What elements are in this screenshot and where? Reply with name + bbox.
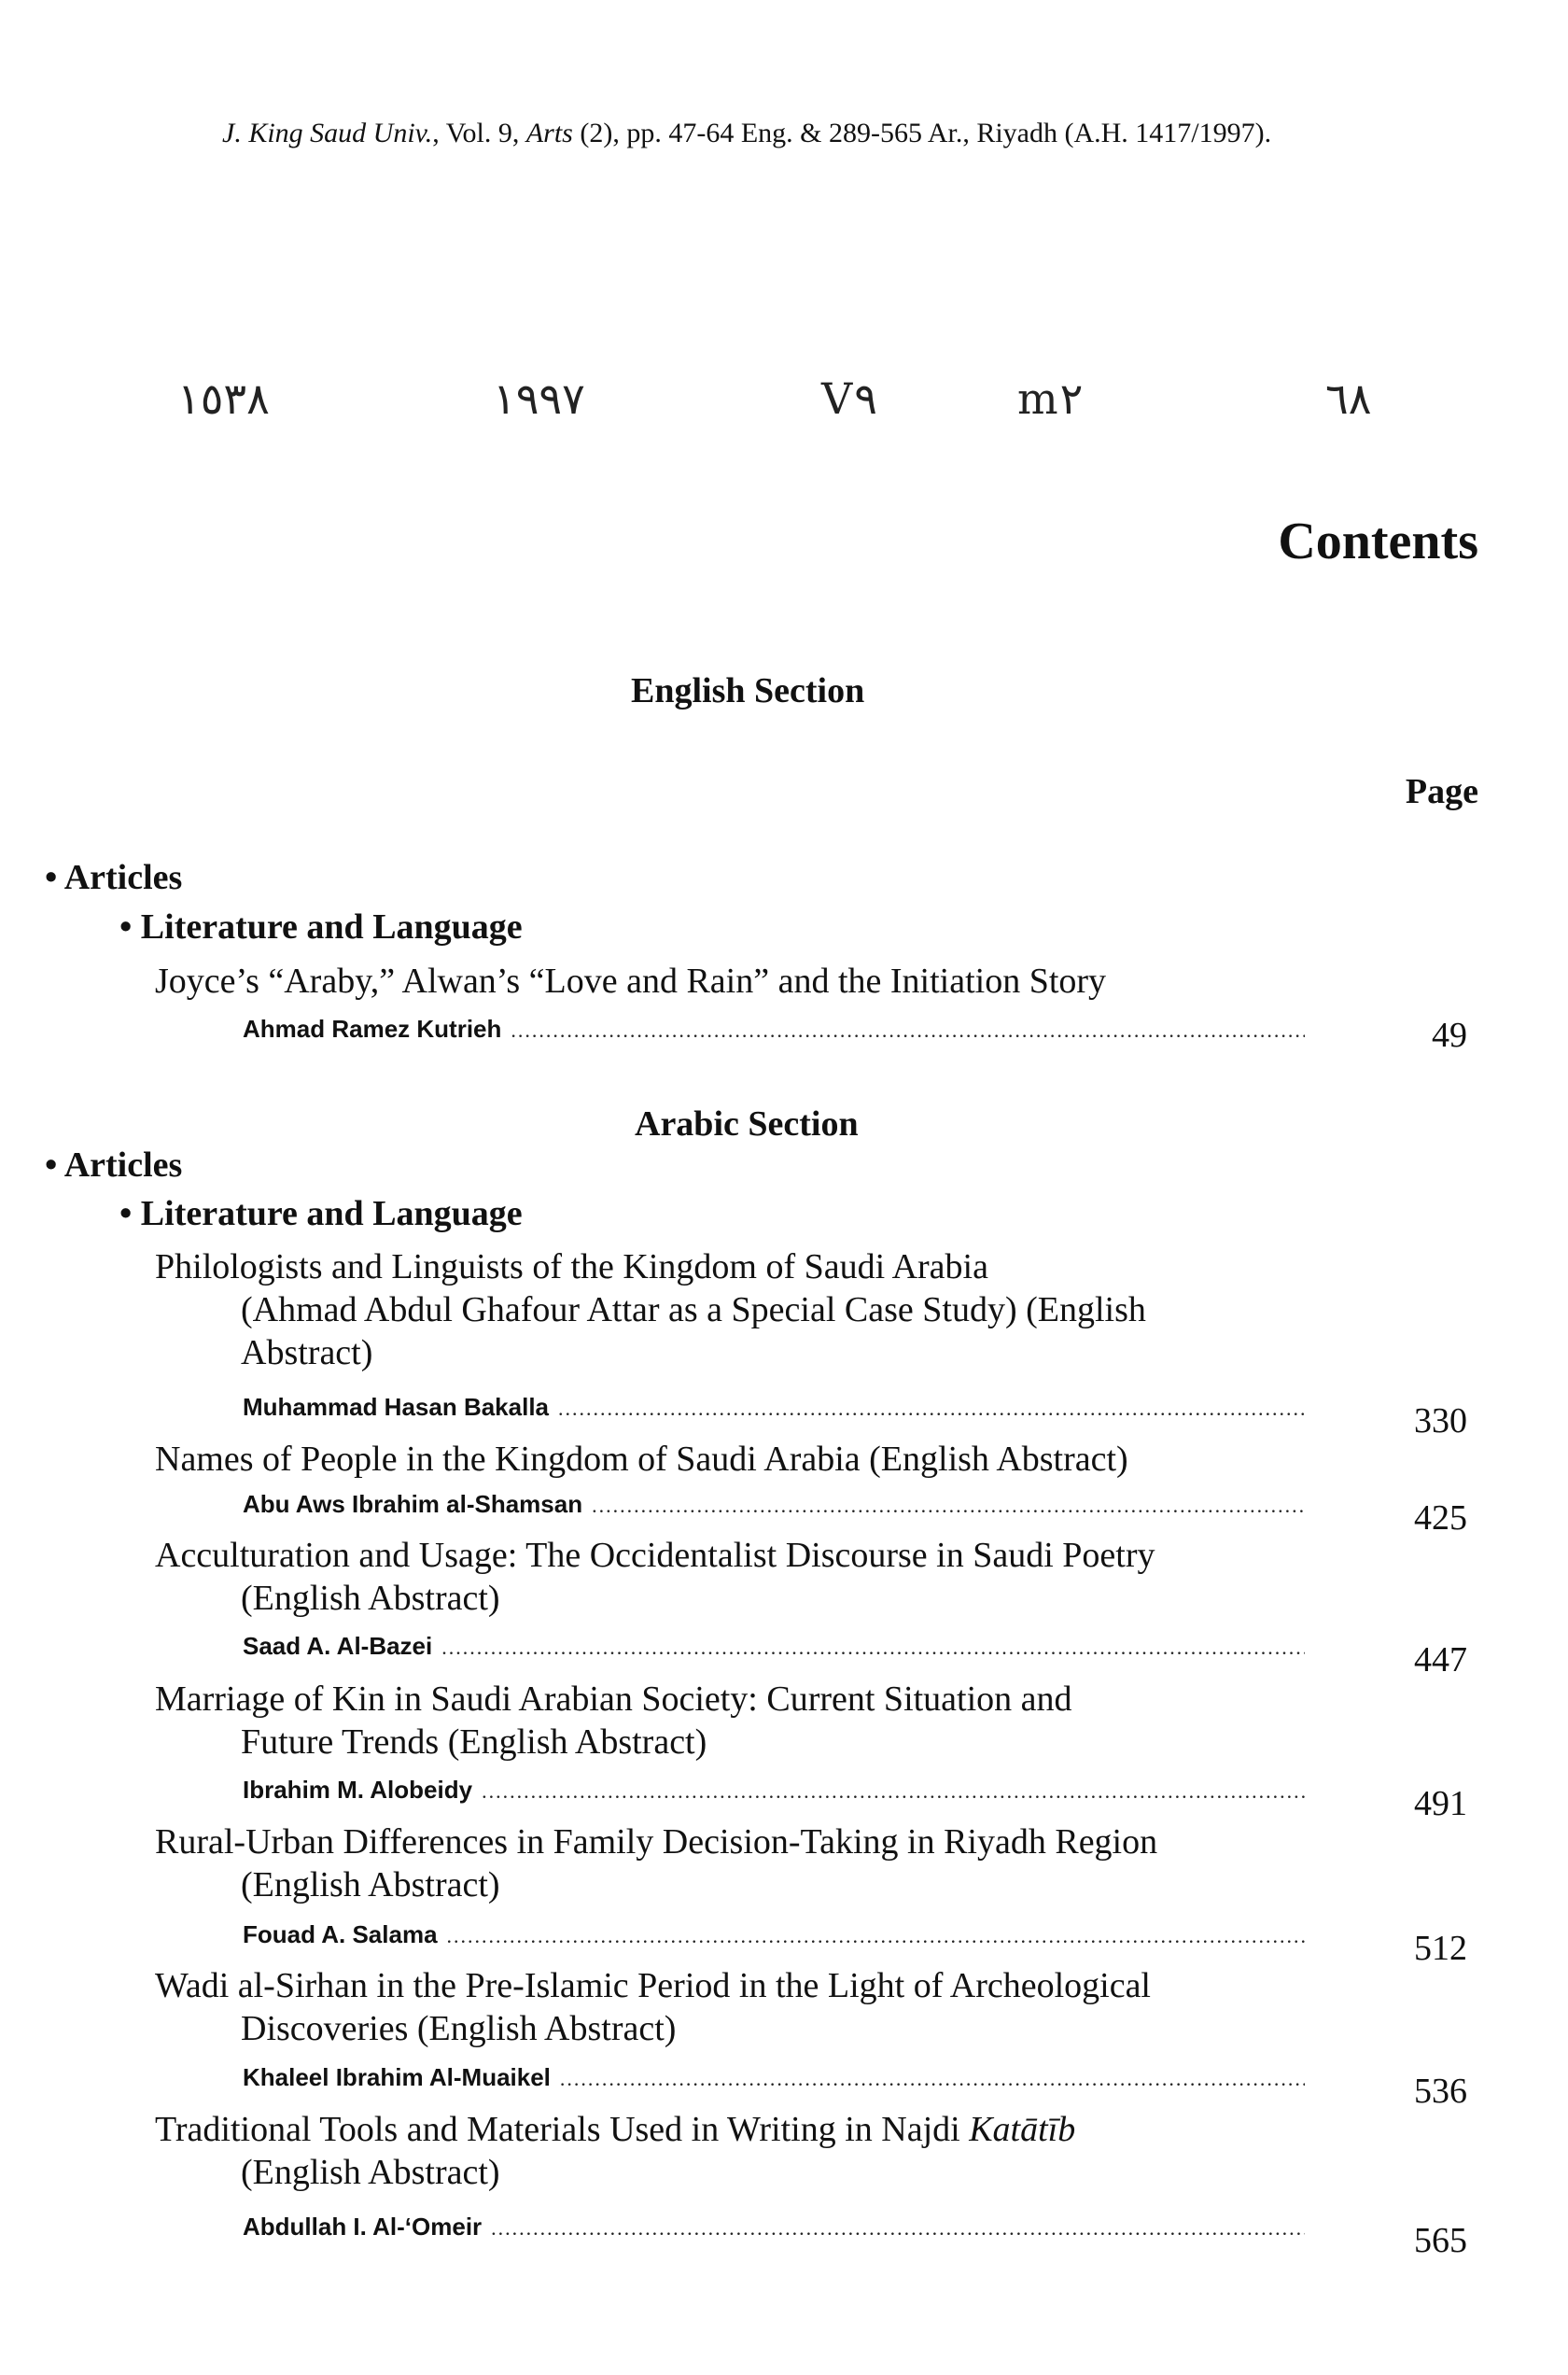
journal-pages: (2), pp. 47-64 Eng. & 289-565 Ar., Riyadh (A.H. 1417/1997). <box>572 118 1272 148</box>
handwritten-note-1: ١٥٣٨ <box>177 373 270 424</box>
toc-entry-author-row <box>243 2063 1305 2092</box>
toc-entry-title-line: Wadi al-Sirhan in the Pre-Islamic Period in the Light of Archeological <box>155 1966 1151 2005</box>
dot-leader <box>558 1397 1305 1421</box>
dot-leader <box>482 1779 1305 1804</box>
english-section-heading: English Section <box>631 671 865 710</box>
running-header <box>222 118 1271 149</box>
dot-leader <box>447 1924 1305 1948</box>
english-articles-heading: • Articles <box>45 858 183 897</box>
handwritten-note-3: V٩ <box>821 373 877 424</box>
toc-entry-author: Abdullah I. Al-‘Omeir <box>243 2213 483 2241</box>
toc-entry-title <box>155 1534 1155 1620</box>
dot-leader <box>560 2067 1305 2091</box>
toc-entry-title-line: Rural-Urban Differences in Family Decision-Taking in Riyadh Region <box>155 1822 1158 1862</box>
handwritten-note-4: m٢ <box>1017 373 1084 424</box>
toc-entry-page: 536 <box>1414 2072 1467 2111</box>
toc-entry-title-line: Marriage of Kin in Saudi Arabian Society: Current Situation and <box>155 1679 1072 1719</box>
english-category-heading: • Literature and Language <box>119 907 523 947</box>
toc-entry-author: Ibrahim M. Alobeidy <box>243 1776 473 1804</box>
toc-entry-author-row <box>243 1015 1305 1044</box>
dot-leader <box>441 1636 1305 1660</box>
toc-entry-page: 447 <box>1414 1640 1467 1679</box>
toc-entry-title <box>155 1820 1157 1906</box>
toc-entry-author: Saad A. Al-Bazei <box>243 1632 433 1660</box>
toc-entry-title <box>155 1438 1128 1481</box>
toc-entry-page: 425 <box>1414 1498 1467 1538</box>
toc-entry-title-line: Philologists and Linguists of the Kingdom of Saudi Arabia <box>155 1247 988 1286</box>
toc-entry-page: 565 <box>1414 2221 1467 2260</box>
toc-entry-title <box>155 2108 1075 2194</box>
toc-entry-author: Abu Aws Ibrahim al-Shamsan <box>243 1490 583 1518</box>
toc-entry-page: 491 <box>1414 1784 1467 1823</box>
journal-volume: , Vol. 9, <box>432 118 526 148</box>
toc-entry-title-line: (English Abstract) <box>241 2153 500 2192</box>
toc-entry-title-italic: Katātīb <box>969 2110 1076 2149</box>
toc-entry-author-row <box>243 1490 1305 1519</box>
toc-entry-author-row <box>243 1920 1305 1949</box>
toc-entry-title <box>155 1245 1146 1374</box>
toc-entry-title-line: (English Abstract) <box>241 1579 500 1618</box>
toc-entry-title: Joyce’s “Araby,” Alwan’s “Love and Rain” and the Initiation Story <box>155 962 1107 1001</box>
toc-entry-author-row <box>243 1776 1305 1805</box>
toc-entry-title-line: Names of People in the Kingdom of Saudi Arabia (English Abstract) <box>155 1440 1128 1479</box>
toc-entry-page: 330 <box>1414 1401 1467 1440</box>
toc-entry-author: Ahmad Ramez Kutrieh <box>243 1015 502 1043</box>
dot-leader <box>592 1494 1305 1518</box>
toc-entry-author: Muhammad Hasan Bakalla <box>243 1393 550 1421</box>
page-column-label: Page <box>1405 772 1478 811</box>
toc-entry-page: 512 <box>1414 1929 1467 1968</box>
journal-name: J. King Saud Univ. <box>222 118 433 148</box>
toc-entry-title-line: (English Abstract) <box>241 1865 500 1904</box>
toc-entry-title-line: Traditional Tools and Materials Used in Writing in Najdi <box>155 2110 970 2149</box>
toc-entry-author: Fouad A. Salama <box>243 1920 438 1948</box>
toc-entry-page: 49 <box>1432 1016 1467 1055</box>
toc-entry-title <box>155 1678 1072 1764</box>
toc-entry-author-row <box>243 1632 1305 1661</box>
arabic-category-heading: • Literature and Language <box>119 1194 523 1233</box>
arabic-section-heading: Arabic Section <box>635 1104 859 1144</box>
dot-leader <box>491 2216 1305 2241</box>
toc-entry-author-row <box>243 1393 1305 1422</box>
toc-entry-author-row <box>243 2213 1305 2241</box>
handwritten-note-5: ٦٨ <box>1325 373 1372 424</box>
journal-series: Arts <box>525 118 573 148</box>
toc-entry-title-line: Discoveries (English Abstract) <box>241 2009 677 2048</box>
toc-entry-title-line: Future Trends (English Abstract) <box>241 1722 707 1762</box>
dot-leader <box>511 1019 1305 1043</box>
toc-entry-author: Khaleel Ibrahim Al-Muaikel <box>243 2063 551 2091</box>
arabic-articles-heading: • Articles <box>45 1145 183 1185</box>
handwritten-note-2: ١٩٩٧ <box>493 373 585 424</box>
toc-entry-title-line: Abstract) <box>241 1333 373 1372</box>
toc-entry-title-line: (Ahmad Abdul Ghafour Attar as a Special Case Study) (English <box>241 1290 1146 1329</box>
toc-entry-title-line: Acculturation and Usage: The Occidentalist Discourse in Saudi Poetry <box>155 1536 1155 1575</box>
page-title: Contents <box>1278 513 1478 570</box>
toc-entry-title <box>155 1964 1151 2050</box>
